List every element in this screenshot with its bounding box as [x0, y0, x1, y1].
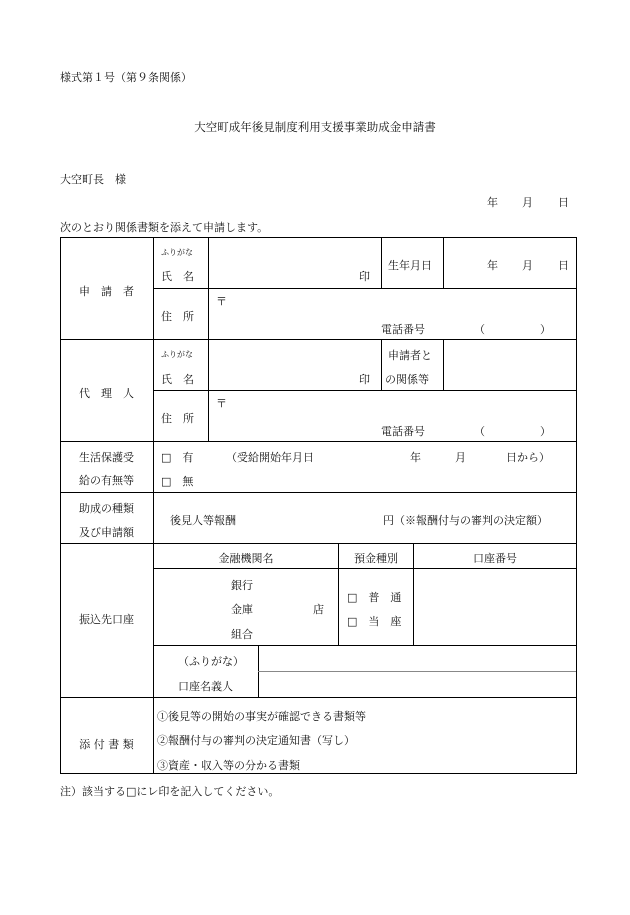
welfare-label-line2: 給の有無等: [79, 474, 134, 487]
agent-address-field[interactable]: [230, 395, 570, 415]
branch-suffix: 店: [313, 603, 324, 616]
welfare-no-checkbox[interactable]: □ 無: [161, 475, 194, 488]
intro-text: 次のとおり関係書類を添えて申請します。: [60, 221, 269, 234]
holder-furigana-label: （ふりがな）: [178, 655, 244, 668]
bank-kind-bank: 銀行: [231, 579, 253, 592]
holder-furigana-field[interactable]: [262, 650, 572, 668]
account-current-checkbox[interactable]: □ 当 座: [347, 615, 402, 628]
applicant-label: 申 請 者: [79, 285, 134, 298]
welfare-month: 月: [455, 451, 466, 464]
date-year: 年: [487, 196, 498, 209]
applicant-name-label: 氏 名: [161, 270, 194, 283]
account-ordinary-checkbox[interactable]: □ 普 通: [347, 591, 402, 604]
date-day: 日: [558, 196, 569, 209]
applicant-seal: 印: [359, 270, 370, 283]
holder-name-field[interactable]: [262, 675, 572, 693]
relation-label-line1: 申請者と: [388, 349, 432, 362]
account-number-field[interactable]: [418, 574, 572, 640]
agent-phone-label: 電話番号: [381, 425, 425, 438]
welfare-label-line1: 生活保護受: [79, 451, 134, 464]
subsidy-label-line2: 及び申請額: [79, 526, 134, 539]
attachment-item: ①後見等の開始の事実が確認できる書類等: [157, 710, 366, 723]
agent-postal-mark: 〒: [216, 397, 227, 410]
subsidy-amount-field[interactable]: [260, 509, 380, 529]
addressee: 大空町長 様: [60, 173, 126, 186]
birth-date-label: 生年月日: [388, 259, 432, 272]
relation-label-line2: の関係等: [385, 373, 429, 386]
col-institution: 金融機関名: [218, 552, 274, 565]
agent-seal: 印: [359, 373, 370, 386]
welfare-year: 年: [410, 451, 421, 464]
attachment-item: ③資産・収入等の分かる書類: [157, 759, 300, 772]
applicant-address-label: 住 所: [161, 310, 194, 323]
applicant-phone-field[interactable]: （ ）: [474, 323, 551, 336]
col-number: 口座番号: [473, 552, 517, 565]
date-month: 月: [522, 196, 533, 209]
agent-address-label: 住 所: [161, 412, 194, 425]
bank-kind-kumiai: 組合: [231, 628, 253, 641]
attachment-item: ②報酬付与の審判の決定通知書（写し）: [157, 734, 355, 747]
applicant-name-field[interactable]: [212, 244, 376, 284]
applicant-postal-mark: 〒: [216, 295, 227, 308]
subsidy-amount-note: 円（※報酬付与の審判の決定額）: [383, 514, 548, 527]
col-type: 預金種別: [354, 552, 398, 565]
subsidy-type: 後見人等報酬: [170, 514, 236, 527]
agent-label: 代 理 人: [79, 387, 134, 400]
bank-kind-shinkin: 金庫: [231, 603, 253, 616]
applicant-furigana-label: ふりがな: [161, 248, 193, 257]
bank-label: 振込先口座: [79, 613, 134, 626]
subsidy-label-line1: 助成の種類: [79, 502, 134, 515]
agent-phone-field[interactable]: （ ）: [474, 425, 551, 438]
birth-year: 年: [487, 259, 498, 272]
attachments-label: 添 付 書 類: [79, 738, 134, 751]
relation-field[interactable]: [448, 346, 572, 386]
agent-furigana-label: ふりがな: [161, 350, 193, 359]
agent-name-field[interactable]: [212, 346, 376, 386]
agent-name-label: 氏 名: [161, 373, 194, 386]
applicant-address-field[interactable]: [230, 293, 570, 313]
birth-day: 日: [558, 259, 569, 272]
welfare-day-from: 日から）: [506, 451, 550, 464]
footer-note: 注）該当する□にレ印を記入してください。: [60, 785, 280, 798]
holder-name-label: 口座名義人: [178, 680, 233, 693]
page-title: 大空町成年後見制度利用支援事業助成金申請書: [194, 120, 436, 134]
welfare-yes-checkbox[interactable]: □ 有: [161, 451, 194, 464]
welfare-start-date-label: （受給開始年月日: [226, 451, 314, 464]
form-number: 様式第１号（第９条関係）: [60, 71, 192, 84]
applicant-phone-label: 電話番号: [381, 323, 425, 336]
birth-month: 月: [522, 259, 533, 272]
